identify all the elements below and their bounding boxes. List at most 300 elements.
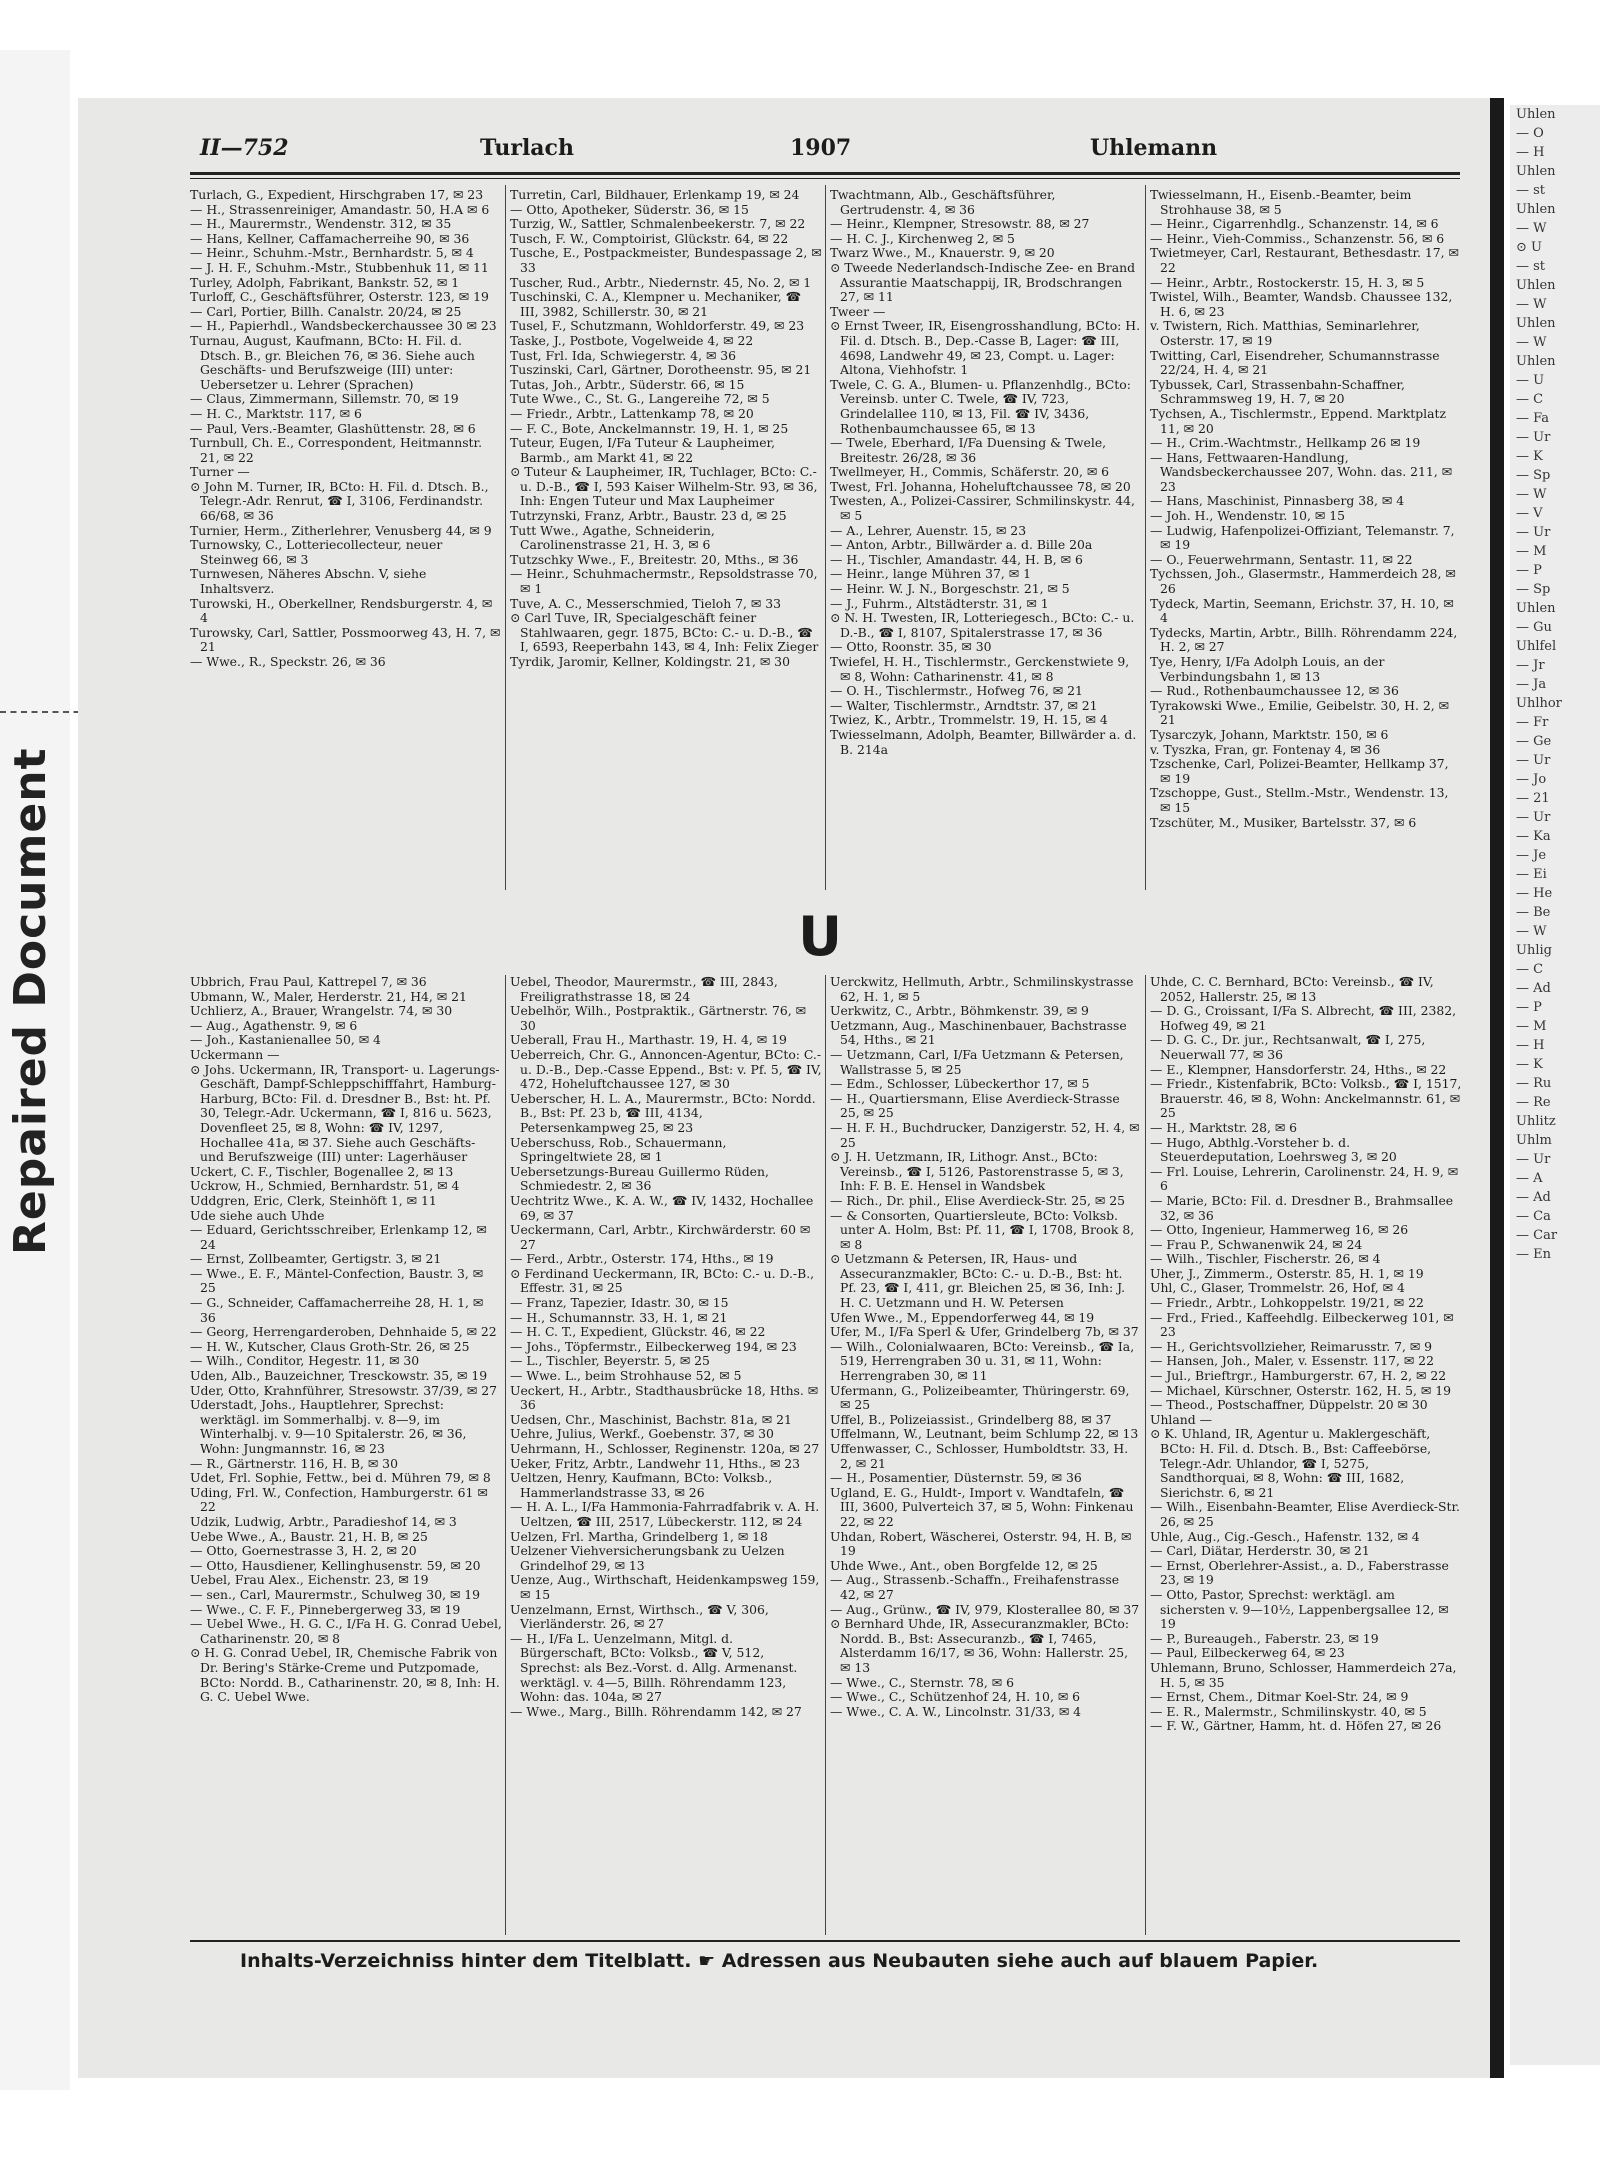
directory-entry: Turley, Adolph, Fabrikant, Bankstr. 52, ✉ 1 [190, 274, 460, 290]
directory-entry: Twiez, K., Arbtr., Trommelstr. 19, H. 15, ✉ 4 [830, 712, 1108, 728]
adjacent-page-entry: — Ca [1516, 1209, 1551, 1224]
directory-entry: Turnau, August, Kaufmann, BCto: H. Fil. d. Dtsch. B., gr. Bleichen 76, ✉ 36. Siehe auch Geschäfts- und Berufszweige (III) unter: Uebersetzer u. Lehrer (Sprachen) [190, 332, 475, 392]
directory-entry: — Eduard, Gerichtsschreiber, Erlenkamp 12, ✉ 24 [190, 1222, 487, 1252]
directory-entry: ⊙ Tuteur & Laupheimer, IR, Tuchlager, BCto: C.- u. D.-B., ☎ I, 593 Kaiser Wilhelm-Str. 93, ✉ 36, Inh: Engen Tuteur und Max Laupheimer [510, 464, 818, 509]
directory-entry: — Otto, Ingenieur, Hammerweg 16, ✉ 26 [1150, 1222, 1409, 1238]
directory-entry: Ude siehe auch Uhde [190, 1207, 325, 1223]
directory-entry: — G., Schneider, Caffamacherreihe 28, H. 1, ✉ 36 [190, 1295, 484, 1325]
adjacent-page-entry: — st [1516, 259, 1546, 274]
directory-entry: Turowsky, Carl, Sattler, Possmoorweg 43, H. 7, ✉ 21 [190, 624, 501, 655]
directory-entry: — Ernst, Zollbeamter, Gertigstr. 3, ✉ 21 [190, 1251, 442, 1267]
adjacent-page-entry: — U [1516, 373, 1545, 388]
directory-entry: — P., Bureaugeh., Faberstr. 23, ✉ 19 [1150, 1630, 1379, 1646]
adjacent-page-entry: — 21 [1516, 791, 1550, 806]
adjacent-page-entry: — Ge [1516, 734, 1552, 749]
adjacent-page-entry: — M [1516, 544, 1547, 559]
directory-entry: Turzig, W., Sattler, Schmalenbeekerstr. 7, ✉ 22 [510, 216, 806, 232]
adjacent-page-entry: Uhlen [1516, 354, 1556, 369]
directory-entry: Tutt Wwe., Agathe, Schneiderin, Carolinenstrasse 21, H. 3, ✉ 6 [510, 522, 715, 553]
directory-entry: Twele, C. G. A., Blumen- u. Pflanzenhdlg., BCto: Vereinsb. unter C. Twele, ☎ IV, 723, Grindelallee 110, ✉ 13, Fil. ☎ IV, 3436, Rothenbaumchaussee 65, ✉ 13 [830, 376, 1131, 436]
bottom-column-2 [510, 975, 822, 1935]
directory-entry: Tyrakowski Wwe., Emilie, Geibelstr. 30, H. 2, ✉ 21 [1150, 697, 1449, 728]
directory-entry: Twitting, Carl, Eisendreher, Schumannstrasse 22/24, H. 4, ✉ 21 [1150, 347, 1440, 378]
adjacent-page-entry: — Ei [1516, 867, 1547, 882]
directory-entry: — J., Fuhrm., Altstädterstr. 31, ✉ 1 [830, 595, 1049, 611]
directory-entry: Turnbull, Ch. E., Correspondent, Heitmannstr. 21, ✉ 22 [190, 435, 483, 465]
directory-entry: — Wwe., C., Schützenhof 24, H. 10, ✉ 6 [830, 1689, 1081, 1705]
page-gutter [1490, 98, 1504, 2078]
directory-entry: — Claus, Zimmermann, Sillemstr. 70, ✉ 19 [190, 391, 459, 407]
directory-entry: Uderstadt, Johs., Hauptlehrer, Sprechst: werktägl. im Sommerhalbj. v. 8—9, im Winterhalbj. v. 9—10 Spitalerstr. 26, ✉ 36, Wohn: Jungmannstr. 16, ✉ 23 [190, 1397, 467, 1456]
directory-entry: — H. C., Marktstr. 117, ✉ 6 [190, 405, 362, 421]
directory-entry: — Heinr., Vieh-Commiss., Schanzenstr. 56, ✉ 6 [1150, 230, 1445, 246]
directory-entry: — Hans, Maschinist, Pinnasberg 38, ✉ 4 [1150, 493, 1405, 509]
directory-entry: — H., Tischler, Amandastr. 44, H. B, ✉ 6 [830, 551, 1083, 567]
directory-entry: — Ernst, Oberlehrer-Assist., a. D., Faberstrasse 23, ✉ 19 [1150, 1557, 1449, 1588]
adjacent-page-entry: Uhlm [1516, 1133, 1552, 1148]
adjacent-page-entry: — V [1516, 506, 1543, 521]
directory-entry: — H., Papierhdl., Wandsbeckerchaussee 30 ✉ 23 [190, 318, 497, 334]
directory-entry: Tuschinski, C. A., Klempner u. Mechaniker, ☎ III, 3982, Schillerstr. 30, ✉ 21 [510, 289, 802, 319]
directory-entry: Uchlierz, A., Brauer, Wrangelstr. 74, ✉ 30 [190, 1003, 453, 1019]
directory-entry: — Wilh., Conditor, Hegestr. 11, ✉ 30 [190, 1353, 420, 1369]
adjacent-page-entry: — W [1516, 487, 1547, 502]
directory-entry: Ueltzen, Henry, Kaufmann, BCto: Volksb., Hammerlandstrasse 33, ✉ 26 [510, 1470, 773, 1500]
directory-entry: Uden, Alb., Bauzeichner, Tresckowstr. 35, ✉ 19 [190, 1368, 488, 1384]
directory-entry: v. Tyszka, Fran, gr. Fontenay 4, ✉ 36 [1150, 741, 1381, 757]
adjacent-page-entry: — H [1516, 1038, 1545, 1053]
header-year: 1907 [790, 135, 852, 161]
adjacent-page-entry: — Ad [1516, 1190, 1551, 1205]
directory-entry: — H., Crim.-Wachtmstr., Hellkamp 26 ✉ 19 [1150, 435, 1421, 451]
directory-entry: — F. C., Bote, Anckelmannstr. 19, H. 1, ✉ 25 [510, 420, 789, 436]
directory-entry: — Friedr., Kistenfabrik, BCto: Volksb., ☎ I, 1517, Brauerstr. 46, ✉ 8, Wohn: Anckelmannstr. 61, ✉ 25 [1150, 1076, 1462, 1121]
directory-entry: Tutrzynski, Franz, Arbtr., Baustr. 23 d, ✉ 25 [510, 508, 787, 524]
adjacent-page-entry: — W [1516, 221, 1547, 236]
directory-entry: Tuscher, Rud., Arbtr., Niedernstr. 45, No. 2, ✉ 1 [510, 274, 812, 290]
adjacent-page-entry: — P [1516, 563, 1542, 578]
column-divider [1145, 185, 1146, 890]
directory-entry: ⊙ Carl Tuve, IR, Specialgeschäft feiner Stahlwaaren, gegr. 1875, BCto: C.- u. D.-B., ☎ I, 6593, Reeperbahn 143, ✉ 4, Inh: Felix Zieger [510, 610, 819, 655]
directory-entry: Uckert, C. F., Tischler, Bogenallee 2, ✉ 13 [190, 1163, 454, 1179]
directory-entry: Tusche, E., Postpackmeister, Bundespassage 2, ✉ 33 [510, 245, 822, 275]
directory-entry: — Edm., Schlosser, Lübeckerthor 17, ✉ 5 [830, 1076, 1090, 1092]
adjacent-page-entry: Uhlen [1516, 278, 1556, 293]
directory-entry: — Wwe., Marg., Billh. Röhrendamm 142, ✉ 27 [510, 1703, 802, 1719]
directory-entry: ⊙ J. H. Uetzmann, IR, Lithogr. Anst., BCto: Vereinsb., ☎ I, 5126, Pastorenstrasse 5, ✉ 3, Inh: F. B. E. Hensel in Wandsbek [830, 1149, 1124, 1194]
adjacent-page-entry: — Je [1516, 848, 1547, 863]
directory-entry: — Anton, Arbtr., Billwärder a. d. Bille 20a [830, 537, 1093, 553]
adjacent-page-entry: — Ad [1516, 981, 1551, 996]
directory-entry: — D. G. C., Dr. jur., Rechtsanwalt, ☎ I, 275, Neuerwall 77, ✉ 36 [1150, 1032, 1426, 1062]
directory-entry: Tydeck, Martin, Seemann, Erichstr. 37, H. 10, ✉ 4 [1150, 595, 1454, 626]
directory-entry: Uhland — [1150, 1411, 1213, 1427]
directory-entry: — Theod., Postschaffner, Düppelstr. 20 ✉ 30 [1150, 1397, 1428, 1413]
directory-entry: ⊙ H. G. Conrad Uebel, IR, Chemische Fabrik von Dr. Bering's Stärke-Creme und Putzpomade, BCto: Nordd. B., Catharinenstr. 20, ✉ 8, Inh: H. G. C. Uebel Wwe. [190, 1645, 500, 1705]
adjacent-page-entry: — M [1516, 1019, 1547, 1034]
directory-entry: — Frau P., Schwanenwik 24, ✉ 24 [1150, 1236, 1363, 1252]
adjacent-page-entry: — H [1516, 145, 1545, 160]
directory-entry: — Frd., Fried., Kaffeehdlg. Eilbeckerweg 101, ✉ 23 [1150, 1309, 1454, 1340]
directory-entry: ⊙ K. Uhland, IR, Agentur u. Maklergeschäft, BCto: H. Fil. d. Dtsch. B., Bst: Caffeebörse, Telegr.-Adr. Uhlandor, ☎ I, 5275, Sandthorquai, ✉ 8, Wohn: ☎ III, 1682, Sierichstr. 6, ✉ 21 [1150, 1426, 1432, 1500]
directory-entry: Uhle, Aug., Cig.-Gesch., Hafenstr. 132, ✉ 4 [1150, 1528, 1420, 1544]
directory-entry: — Aug., Strassenb.-Schaffn., Freihafenstrasse 42, ✉ 27 [830, 1572, 1120, 1602]
directory-entry: — H., Posamentier, Düsternstr. 59, ✉ 36 [830, 1470, 1082, 1486]
directory-entry: — Heinr., lange Mühren 37, ✉ 1 [830, 566, 1031, 582]
adjacent-page-entry: — Fr [1516, 715, 1549, 730]
directory-entry: Tust, Frl. Ida, Schwiegerstr. 4, ✉ 36 [510, 347, 737, 363]
directory-entry: — Joh., Kastanienallee 50, ✉ 4 [190, 1032, 381, 1048]
directory-entry: Uechtritz Wwe., K. A. W., ☎ IV, 1432, Hochallee 69, ✉ 37 [510, 1192, 814, 1223]
bottom-column-3 [830, 975, 1142, 1935]
directory-entry: Turlach, G., Expedient, Hirschgraben 17, ✉ 23 [190, 188, 484, 202]
directory-entry: Tusel, F., Schutzmann, Wohldorferstr. 49, ✉ 23 [510, 318, 805, 334]
directory-entry: — O. H., Tischlermstr., Hofweg 76, ✉ 21 [830, 683, 1083, 699]
directory-entry: Uher, J., Zimmerm., Osterstr. 85, H. 1, ✉ 19 [1150, 1265, 1424, 1281]
directory-entry: — Hansen, Joh., Maler, v. Essenstr. 117, ✉ 22 [1150, 1353, 1434, 1369]
directory-entry: — Heinr., Arbtr., Rostockerstr. 15, H. 3, ✉ 5 [1150, 274, 1425, 290]
adjacent-page-entry: — Ka [1516, 829, 1551, 844]
adjacent-page-entry: — He [1516, 886, 1553, 901]
column-divider [1145, 975, 1146, 1935]
adjacent-page-entry: Uhlfel [1516, 639, 1557, 654]
directory-entry: Ueberscher, H. L. A., Maurermstr., BCto: Nordd. B., Bst: Pf. 23 b, ☎ III, 4134, Petersenkampweg 25, ✉ 23 [510, 1090, 816, 1135]
directory-entry: Twesten, A., Polizei-Cassirer, Schmilinskystr. 44, ✉ 5 [830, 493, 1135, 524]
directory-entry: — Twele, Eberhard, I/Fa Duensing & Twele, Breitestr. 26/28, ✉ 36 [830, 435, 1107, 465]
adjacent-page-entry: — Ur [1516, 525, 1551, 540]
directory-entry: — sen., Carl, Maurermstr., Schulweg 30, ✉ 19 [190, 1586, 481, 1602]
top-column-4 [1150, 188, 1462, 888]
directory-entry: Uerkwitz, C., Arbtr., Böhmkenstr. 39, ✉ 9 [830, 1003, 1089, 1019]
adjacent-page-entry: — W [1516, 924, 1547, 939]
directory-entry: Twietmeyer, Carl, Restaurant, Bethesdastr. 17, ✉ 22 [1150, 245, 1459, 275]
adjacent-page-entry: — Ur [1516, 753, 1551, 768]
page-number: II—752 [200, 135, 289, 161]
directory-entry: Uffelmann, W., Leutnant, beim Schlump 22, ✉ 13 [830, 1426, 1139, 1442]
directory-entry: — H., Marktstr. 28, ✉ 6 [1150, 1119, 1298, 1135]
directory-entry: Ufen Wwe., M., Eppendorferweg 44, ✉ 19 [830, 1309, 1095, 1325]
directory-entry: — H. F. H., Buchdrucker, Danzigerstr. 52, H. 4, ✉ 25 [830, 1119, 1140, 1150]
directory-entry: Twiesselmann, H., Eisenb.-Beamter, beim Strohhause 38, ✉ 5 [1150, 188, 1412, 217]
directory-entry: — Johs., Töpfermstr., Eilbeckerweg 194, ✉ 23 [510, 1338, 797, 1354]
directory-entry: Uebel, Theodor, Maurermstr., ☎ III, 2843, Freiligrathstrasse 18, ✉ 24 [510, 975, 778, 1004]
adjacent-page-entry: — O [1516, 126, 1544, 141]
section-letter: U [798, 905, 842, 968]
directory-entry: — Wwe., C., Sternstr. 78, ✉ 6 [830, 1674, 1015, 1690]
directory-entry: — Joh. H., Wendenstr. 10, ✉ 15 [1150, 508, 1346, 524]
directory-entry: Tusch, F. W., Comptoirist, Glückstr. 64, ✉ 22 [510, 230, 789, 246]
header-right-word: Uhlemann [1090, 135, 1218, 161]
directory-entry: — Aug., Grünw., ☎ IV, 979, Klosterallee 80, ✉ 37 [830, 1601, 1140, 1617]
directory-entry: Turowski, H., Oberkellner, Rendsburgerstr. 4, ✉ 4 [190, 595, 493, 626]
directory-entry: Turloff, C., Geschäftsführer, Osterstr. 123, ✉ 19 [190, 289, 489, 305]
adjacent-page-fragment [1510, 105, 1600, 2065]
directory-entry: — L., Tischler, Beyerstr. 5, ✉ 25 [510, 1353, 710, 1369]
directory-entry: — E., Klempner, Hansdorferstr. 24, Hths., ✉ 22 [1150, 1061, 1447, 1077]
directory-entry: ⊙ Bernhard Uhde, IR, Assecuranzmakler, BCto: Nordd. B., Bst: Assecuranzb., ☎ I, 7465, Alsterdamm 16/17, ✉ 36, Wohn: Hallerstr. 25, ✉ 13 [830, 1616, 1130, 1675]
directory-entry: Uffel, B., Polizeiassist., Grindelberg 88, ✉ 37 [830, 1411, 1112, 1427]
directory-entry: — R., Gärtnerstr. 116, H. B, ✉ 30 [190, 1455, 398, 1471]
header-rule [190, 172, 1460, 175]
adjacent-page-entry: — P [1516, 1000, 1542, 1015]
adjacent-page-entry: — Sp [1516, 582, 1551, 597]
directory-entry: Uerckwitz, Hellmuth, Arbtr., Schmilinskystrasse 62, H. 1, ✉ 5 [830, 975, 1134, 1004]
directory-entry: Uffenwasser, C., Schlosser, Humboldtstr. 33, H. 2, ✉ 21 [830, 1441, 1129, 1471]
directory-entry: — H., Maurermstr., Wendenstr. 312, ✉ 35 [190, 216, 452, 232]
directory-entry: — Otto, Roonstr. 35, ✉ 30 [830, 639, 992, 655]
adjacent-page-entry: ⊙ U [1516, 240, 1542, 255]
directory-entry: — Michael, Kürschner, Osterstr. 162, H. 5, ✉ 19 [1150, 1382, 1451, 1398]
directory-entry: ⊙ Uetzmann & Petersen, IR, Haus- und Assecuranzmakler, BCto: C.- u. D.-B., Bst: ht. Pf. 23, ☎ I, 411, gr. Bleichen 25, ✉ 36, Inh: J. H. C. Uetzmann und H. W. Petersen [830, 1251, 1126, 1311]
adjacent-page-entry: Uhlen [1516, 601, 1556, 616]
directory-entry: — D. G., Croissant, I/Fa S. Albrecht, ☎ III, 2382, Hofweg 49, ✉ 21 [1150, 1003, 1457, 1033]
adjacent-page-entry: Uhlen [1516, 316, 1556, 331]
bottom-column-4 [1150, 975, 1462, 1935]
directory-entry: — Jul., Brieftrgr., Hamburgerstr. 67, H. 2, ✉ 22 [1150, 1368, 1447, 1384]
directory-entry: — Heinr., Schuhmachermstr., Repsoldstrasse 70, ✉ 1 [510, 566, 818, 597]
directory-entry: — Otto, Hausdiener, Kellinghusenstr. 59, ✉ 20 [190, 1557, 481, 1573]
directory-entry: Uebe Wwe., A., Baustr. 21, H. B, ✉ 25 [190, 1528, 428, 1544]
directory-entry: — Carl, Diätar, Herderstr. 30, ✉ 21 [1150, 1543, 1370, 1559]
footer-rule [190, 1940, 1460, 1942]
directory-entry: — O., Feuerwehrmann, Sentastr. 11, ✉ 22 [1150, 551, 1413, 567]
directory-entry: Twiefel, H. H., Tischlermstr., Gerckenstwiete 9, ✉ 8, Wohn: Catharinenstr. 41, ✉ 8 [830, 654, 1130, 684]
directory-entry: Ueberschuss, Rob., Schauermann, Springeltwiete 28, ✉ 1 [510, 1134, 727, 1165]
top-column-2 [510, 188, 822, 888]
directory-entry: Twarz Wwe., M., Knauerstr. 9, ✉ 20 [830, 245, 1055, 261]
directory-entry: Turretin, Carl, Bildhauer, Erlenkamp 19, ✉ 24 [510, 188, 800, 202]
directory-entry: Uelzener Viehversicherungsbank zu Uelzen Grindelhof 29, ✉ 13 [510, 1543, 785, 1573]
directory-entry: Ueberreich, Chr. G., Annoncen-Agentur, BCto: C.- u. D.-B., Dep.-Casse Eppend., Bst: v. Pf. 5, ☎ IV, 472, Hoheluftchaussee 127, ✉ 30 [510, 1046, 822, 1092]
directory-entry: — Paul, Vers.-Beamter, Glashüttenstr. 28, ✉ 6 [190, 420, 476, 436]
directory-entry: — Heinr., Cigarrenhdlg., Schanzenstr. 14, ✉ 6 [1150, 216, 1439, 232]
adjacent-page-entry: — Jo [1516, 772, 1547, 787]
directory-entry: Uckermann — [190, 1046, 280, 1062]
directory-entry: Tweer — [830, 303, 886, 319]
directory-entry: — Uebel Wwe., H. G. C., I/Fa H. G. Conrad Uebel, Catharinenstr. 20, ✉ 8 [190, 1616, 502, 1646]
directory-entry: — Wilh., Colonialwaaren, BCto: Vereinsb., ☎ Ia, 519, Herrengraben 30 u. 31, ✉ 11, Wohn: Herrengraben 30, ✉ 11 [830, 1338, 1135, 1384]
directory-entry: Uehrmann, H., Schlosser, Reginenstr. 120a, ✉ 27 [510, 1441, 820, 1456]
directory-entry: Twellmeyer, H., Commis, Schäferstr. 20, ✉ 6 [830, 464, 1110, 480]
directory-entry: — Paul, Eilbeckerweg 64, ✉ 23 [1150, 1645, 1345, 1661]
adjacent-page-entry: — Sp [1516, 468, 1551, 483]
directory-entry: — Hans, Kellner, Caffamacherreihe 90, ✉ 36 [190, 230, 470, 246]
side-label: Repaired Document [5, 747, 56, 1255]
directory-entry: Turnier, Herm., Zitherlehrer, Venusberg 44, ✉ 9 [190, 522, 492, 538]
directory-entry: Uedsen, Chr., Maschinist, Bachstr. 81a, ✉ 21 [510, 1411, 792, 1427]
directory-entry: — H. C. T., Expedient, Glückstr. 46, ✉ 22 [510, 1324, 766, 1340]
adjacent-page-entry: Uhlhor [1516, 696, 1562, 711]
directory-entry: Twiesselmann, Adolph, Beamter, Billwärder a. d. B. 214a [830, 726, 1137, 757]
adjacent-page-entry: — W [1516, 335, 1547, 350]
directory-entry: Uding, Frl. W., Confection, Hamburgerstr. 61 ✉ 22 [190, 1484, 488, 1515]
adjacent-page-entry: — Gu [1516, 620, 1552, 635]
directory-entry: — Wwe., C. A. W., Lincolnstr. 31/33, ✉ 4 [830, 1703, 1082, 1719]
directory-entry: — Otto, Apotheker, Süderstr. 36, ✉ 15 [510, 201, 749, 217]
adjacent-page-entry: — K [1516, 449, 1543, 464]
adjacent-page-entry: — Ru [1516, 1076, 1552, 1091]
directory-entry: — Walter, Tischlermstr., Arndtstr. 37, ✉ 21 [830, 697, 1098, 713]
directory-entry: Uhlemann, Bruno, Schlosser, Hammerdeich 27a, H. 5, ✉ 35 [1150, 1659, 1457, 1690]
directory-entry: Uehre, Julius, Werkf., Goebenstr. 37, ✉ 30 [510, 1426, 774, 1442]
directory-entry: — Friedr., Arbtr., Lattenkamp 78, ✉ 20 [510, 405, 754, 421]
adjacent-page-entry: — Jr [1516, 658, 1545, 673]
adjacent-page-entry: — C [1516, 392, 1544, 407]
adjacent-page-entry: — Ur [1516, 1152, 1551, 1167]
directory-entry: Ueckermann, Carl, Arbtr., Kirchwärderstr. 60 ✉ 27 [510, 1222, 811, 1252]
top-column-3 [830, 188, 1142, 888]
directory-entry: — H., Strassenreiniger, Amandastr. 50, H.A ✉ 6 [190, 201, 490, 217]
header-rule-thin [190, 178, 1460, 179]
directory-entry: — & Consorten, Quartiersleute, BCto: Volksb. unter A. Holm, Bst: Pf. 11, ☎ I, 1708, Brook 8, ✉ 8 [830, 1207, 1135, 1252]
directory-entry: Twistel, Wilh., Beamter, Wandsb. Chaussee 132, H. 6, ✉ 23 [1150, 289, 1453, 319]
directory-entry: Uhde, C. C. Bernhard, BCto: Vereinsb., ☎ IV, 2052, Hallerstr. 25, ✉ 13 [1150, 975, 1434, 1004]
adjacent-page-entry: — Be [1516, 905, 1551, 920]
directory-entry: Tzschoppe, Gust., Stellm.-Mstr., Wendenstr. 13, ✉ 15 [1150, 785, 1449, 815]
bottom-column-1 [190, 975, 502, 1935]
directory-entry: — Otto, Pastor, Sprechst: werktägl. am sichersten v. 9—10½, Lappenbergsallee 12, ✉ 19 [1150, 1586, 1449, 1632]
directory-entry: Turnowsky, C., Lotteriecollecteur, neuer Steinweg 66, ✉ 3 [190, 537, 443, 567]
directory-entry: Uckrow, H., Schmied, Bernhardstr. 51, ✉ 4 [190, 1178, 460, 1194]
directory-entry: Taske, J., Postbote, Vogelweide 4, ✉ 22 [510, 332, 754, 348]
directory-entry: — Wilh., Eisenbahn-Beamter, Elise Averdieck-Str. 26, ✉ 25 [1150, 1499, 1460, 1529]
directory-entry: — Wilh., Tischler, Fischerstr. 26, ✉ 4 [1150, 1251, 1381, 1267]
directory-entry: Ubbrich, Frau Paul, Kattrepel 7, ✉ 36 [190, 975, 427, 989]
directory-entry: ⊙ Ernst Tweer, IR, Eisengrosshandlung, BCto: H. Fil. d. Dtsch. B., Dep.-Casse B, Lager: ☎ III, 4698, Landwehr 49, ✉ 23, Compt. u. Lager: Altona, Viehhofstr. 1 [830, 318, 1141, 378]
directory-entry: Tute Wwe., C., St. G., Langereihe 72, ✉ 5 [510, 391, 770, 407]
directory-entry: ⊙ Tweede Nederlandsch-Indische Zee- en Brand Assurantie Maatschappij, IR, Brodschrangen 27, ✉ 11 [830, 259, 1136, 305]
directory-entry: Tzschüter, M., Musiker, Bartelsstr. 37, ✉ 6 [1150, 814, 1417, 830]
directory-entry: Ugland, E. G., Huldt-, Import v. Wandtafeln, ☎ III, 3600, Pulverteich 37, ✉ 5, Wohn: Finkenau 22, ✉ 22 [830, 1484, 1134, 1529]
directory-entry: — Otto, Goernestrasse 3, H. 2, ✉ 20 [190, 1543, 417, 1559]
directory-entry: Uebelhör, Wilh., Postpraktik., Gärtnerstr. 76, ✉ 30 [510, 1003, 806, 1033]
directory-entry: ⊙ N. H. Twesten, IR, Lotteriegesch., BCto: C.- u. D.-B., ☎ I, 8107, Spitalerstrasse 17, ✉ 36 [830, 610, 1135, 640]
fold-dashed-line [0, 711, 90, 713]
directory-entry: Ueberall, Frau H., Marthastr. 19, H. 4, ✉ 19 [510, 1032, 787, 1048]
directory-entry: ⊙ Johs. Uckermann, IR, Transport- u. Lagerungs-Geschäft, Dampf-Schleppschifffahrt, Hamburg-Harburg, BCto: Fil. d. Dresdner B., Bst: ht. Pf. 30, Telegr.-Adr. Uckermann, ☎ I, 816 u. 5623, Dovenfleet 25, ✉ 8, Wohn: ☎ IV, 1297, Hochallee 41a, ✉ 37. Siehe auch Geschäfts- und Berufszweige (III) unter: Lagerhäuser [190, 1061, 500, 1165]
directory-entry: — H. C. J., Kirchenweg 2, ✉ 5 [830, 230, 1015, 246]
directory-entry: — Marie, BCto: Fil. d. Dresdner B., Brahmsallee 32, ✉ 36 [1150, 1192, 1454, 1223]
directory-entry: — E. R., Malermstr., Schmilinskystr. 40, ✉ 5 [1150, 1703, 1427, 1719]
directory-entry: — Ernst, Chem., Ditmar Koel-Str. 24, ✉ 9 [1150, 1689, 1409, 1705]
adjacent-page-entry: Uhlen [1516, 164, 1556, 179]
directory-entry: Uhl, C., Glaser, Trommelstr. 26, Hof, ✉ 4 [1150, 1280, 1405, 1296]
directory-entry: — H., Schumannstr. 33, H. 1, ✉ 21 [510, 1309, 728, 1325]
directory-entry: ⊙ Ferdinand Ueckermann, IR, BCto: C.- u. D.-B., Effestr. 31, ✉ 25 [510, 1265, 815, 1296]
page-header [190, 135, 1460, 171]
directory-entry: — Rud., Rothenbaumchaussee 12, ✉ 36 [1150, 683, 1399, 699]
directory-entry: Uhde Wwe., Ant., oben Borgfelde 12, ✉ 25 [830, 1557, 1098, 1573]
adjacent-page-entry: — A [1516, 1171, 1543, 1186]
directory-entry: Tydecks, Martin, Arbtr., Billh. Röhrendamm 224, H. 2, ✉ 27 [1150, 624, 1458, 655]
adjacent-page-entry: Uhlitz [1516, 1114, 1556, 1129]
directory-entry: Tychssen, Joh., Glasermstr., Hammerdeich 28, ✉ 26 [1150, 566, 1456, 597]
directory-entry: Tzschenke, Carl, Polizei-Beamter, Hellkamp 37, ✉ 19 [1150, 756, 1449, 786]
directory-entry: Tuszinski, Carl, Gärtner, Dorotheenstr. 95, ✉ 21 [510, 362, 812, 378]
directory-entry: Uenzelmann, Ernst, Wirthsch., ☎ V, 306, Vierländerstr. 26, ✉ 27 [510, 1601, 769, 1632]
directory-entry: — Wwe. L., beim Strohhause 52, ✉ 5 [510, 1368, 742, 1384]
adjacent-page-entry: — K [1516, 1057, 1543, 1072]
directory-entry: — Wwe., R., Speckstr. 26, ✉ 36 [190, 654, 386, 669]
adjacent-page-entry: — st [1516, 183, 1546, 198]
directory-entry: Ueckert, H., Arbtr., Stadthausbrücke 18, Hths. ✉ 36 [510, 1382, 819, 1413]
directory-entry: Uhdan, Robert, Wäscherei, Osterstr. 94, H. B, ✉ 19 [830, 1528, 1132, 1559]
directory-entry: Ubmann, W., Maler, Herderstr. 21, H4, ✉ 21 [190, 988, 467, 1004]
directory-entry: Udet, Frl. Sophie, Fettw., bei d. Mühren 79, ✉ 8 [190, 1470, 491, 1486]
adjacent-page-entry: Uhlen [1516, 202, 1556, 217]
adjacent-page-entry: — En [1516, 1247, 1551, 1262]
directory-entry: — Hans, Fettwaaren-Handlung, Wandsbeckerchaussee 207, Wohn. das. 211, ✉ 23 [1150, 449, 1453, 494]
directory-entry: — Carl, Portier, Billh. Canalstr. 20/24, ✉ 25 [190, 303, 462, 319]
directory-entry: Uenze, Aug., Wirthschaft, Heidenkampsweg 159, ✉ 15 [510, 1572, 820, 1602]
directory-entry: Tuteur, Eugen, I/Fa Tuteur & Laupheimer, Barmb., am Markt 41, ✉ 22 [510, 435, 776, 465]
directory-entry: — Frl. Louise, Lehrerin, Carolinenstr. 24, H. 9, ✉ 6 [1150, 1163, 1459, 1194]
column-divider [505, 185, 506, 890]
directory-entry: — Heinr., Klempner, Stresowstr. 88, ✉ 27 [830, 216, 1090, 232]
directory-entry: — F. W., Gärtner, Hamm, ht. d. Höfen 27, ✉ 26 [1150, 1718, 1442, 1734]
directory-entry: Uebersetzungs-Bureau Guillermo Rüden, Schmiedestr. 2, ✉ 36 [510, 1163, 769, 1194]
directory-entry: — Rich., Dr. phil., Elise Averdieck-Str. 25, ✉ 25 [830, 1192, 1125, 1208]
directory-entry: — Georg, Herrengarderoben, Dehnhaide 5, ✉ 22 [190, 1324, 497, 1340]
directory-entry: ⊙ John M. Turner, IR, BCto: H. Fil. d. Dtsch. B., Telegr.-Adr. Renrut, ☎ I, 3106, Ferdinandstr. 66/68, ✉ 36 [190, 478, 489, 524]
adjacent-page-entry: Uhlig [1516, 943, 1552, 958]
directory-entry: Udzik, Ludwig, Arbtr., Paradieshof 14, ✉ 3 [190, 1513, 457, 1529]
adjacent-page-entry: — Re [1516, 1095, 1551, 1110]
directory-entry: v. Twistern, Rich. Matthias, Seminarlehrer, Osterstr. 17, ✉ 19 [1150, 318, 1420, 348]
top-column-1 [190, 188, 502, 888]
adjacent-page-entry: — C [1516, 962, 1544, 977]
directory-entry: Tutzschky Wwe., F., Breitestr. 20, Mths., ✉ 36 [510, 551, 799, 567]
directory-entry: Uelzen, Frl. Martha, Grindelberg 1, ✉ 18 [510, 1528, 768, 1544]
directory-entry: Ufermann, G., Polizeibeamter, Thüringerstr. 69, ✉ 25 [830, 1382, 1130, 1413]
directory-entry: — Friedr., Arbtr., Lohkoppelstr. 19/21, ✉ 22 [1150, 1295, 1424, 1311]
directory-entry: Tyrdik, Jaromir, Kellner, Koldingstr. 21, ✉ 30 [510, 654, 790, 669]
directory-entry: Tychsen, A., Tischlermstr., Eppend. Marktplatz 11, ✉ 20 [1150, 405, 1446, 436]
directory-entry: — Wwe., C. F. F., Pinnebergerweg 33, ✉ 19 [190, 1601, 461, 1617]
header-left-word: Turlach [480, 135, 574, 161]
directory-entry: Tybussek, Carl, Strassenbahn-Schaffner, Schrammsweg 19, H. 7, ✉ 20 [1150, 376, 1405, 407]
directory-entry: — H., I/Fa L. Uenzelmann, Mitgl. d. Bürgerschaft, BCto: Volksb., ☎ V, 512, Sprechst: als Bez.-Vorst. d. Allg. Armenanst. werktägl. v. 4—5, Billh. Röhrendamm 123, Wohn: das. 104a, ✉ 27 [510, 1630, 798, 1705]
directory-entry: Tutas, Joh., Arbtr., Süderstr. 66, ✉ 15 [510, 376, 745, 392]
adjacent-page-entry: — Fa [1516, 411, 1550, 426]
adjacent-page-entry: — Car [1516, 1228, 1558, 1243]
adjacent-page-entry: — W [1516, 297, 1547, 312]
directory-entry: Uddgren, Eric, Clerk, Steinhöft 1, ✉ 11 [190, 1192, 437, 1208]
directory-entry: — Heinr., Schuhm.-Mstr., Bernhardstr. 5, ✉ 4 [190, 245, 474, 261]
directory-entry: — Heinr. W. J. N., Borgeschstr. 21, ✉ 5 [830, 581, 1070, 597]
directory-entry: — Uetzmann, Carl, I/Fa Uetzmann & Petersen, Wallstrasse 5, ✉ 25 [830, 1046, 1124, 1077]
directory-entry: Turnwesen, Näheres Abschn. V, siehe Inhaltsverz. [190, 566, 427, 597]
adjacent-page-entry: — Ja [1516, 677, 1547, 692]
directory-entry: Ueker, Fritz, Arbtr., Landwehr 11, Hths., ✉ 23 [510, 1455, 801, 1471]
directory-entry: — J. H. F., Schuhm.-Mstr., Stubbenhuk 11, ✉ 11 [190, 259, 489, 275]
directory-entry: — Ferd., Arbtr., Osterstr. 174, Hths., ✉ 19 [510, 1251, 774, 1267]
directory-entry: Tuve, A. C., Messerschmied, Tieloh 7, ✉ 33 [510, 595, 782, 611]
directory-entry: — Wwe., E. F., Mäntel-Confection, Baustr. 3, ✉ 25 [190, 1265, 484, 1296]
directory-entry: — H., Gerichtsvollzieher, Reimarusstr. 7, ✉ 9 [1150, 1338, 1433, 1354]
directory-entry: — H., Quartiersmann, Elise Averdieck-Strasse 25, ✉ 25 [830, 1090, 1120, 1121]
directory-entry: Twest, Frl. Johanna, Hoheluftchaussee 78, ✉ 20 [830, 478, 1131, 494]
directory-entry: Tye, Henry, I/Fa Adolph Louis, an der Verbindungsbahn 1, ✉ 13 [1150, 654, 1385, 684]
directory-entry: — Aug., Agathenstr. 9, ✉ 6 [190, 1017, 358, 1033]
directory-entry: Turner — [190, 464, 250, 480]
page-footer: Inhalts-Verzeichniss hinter dem Titelblatt. ☛ Adressen aus Neubauten siehe auch auf blauem Papier. [240, 1950, 1319, 1972]
adjacent-page-entry: — Ur [1516, 810, 1551, 825]
directory-entry: Tysarczyk, Johann, Marktstr. 150, ✉ 6 [1150, 726, 1389, 742]
directory-entry: Ufer, M., I/Fa Sperl & Ufer, Grindelberg 7b, ✉ 37 [830, 1324, 1139, 1340]
directory-entry: — H. A. L., I/Fa Hammonia-Fahrradfabrik v. A. H. Ueltzen, ☎ III, 2517, Lübeckerstr. 112, ✉ 24 [510, 1499, 820, 1529]
directory-entry: Uetzmann, Aug., Maschinenbauer, Bachstrasse 54, Hths., ✉ 21 [830, 1017, 1127, 1048]
